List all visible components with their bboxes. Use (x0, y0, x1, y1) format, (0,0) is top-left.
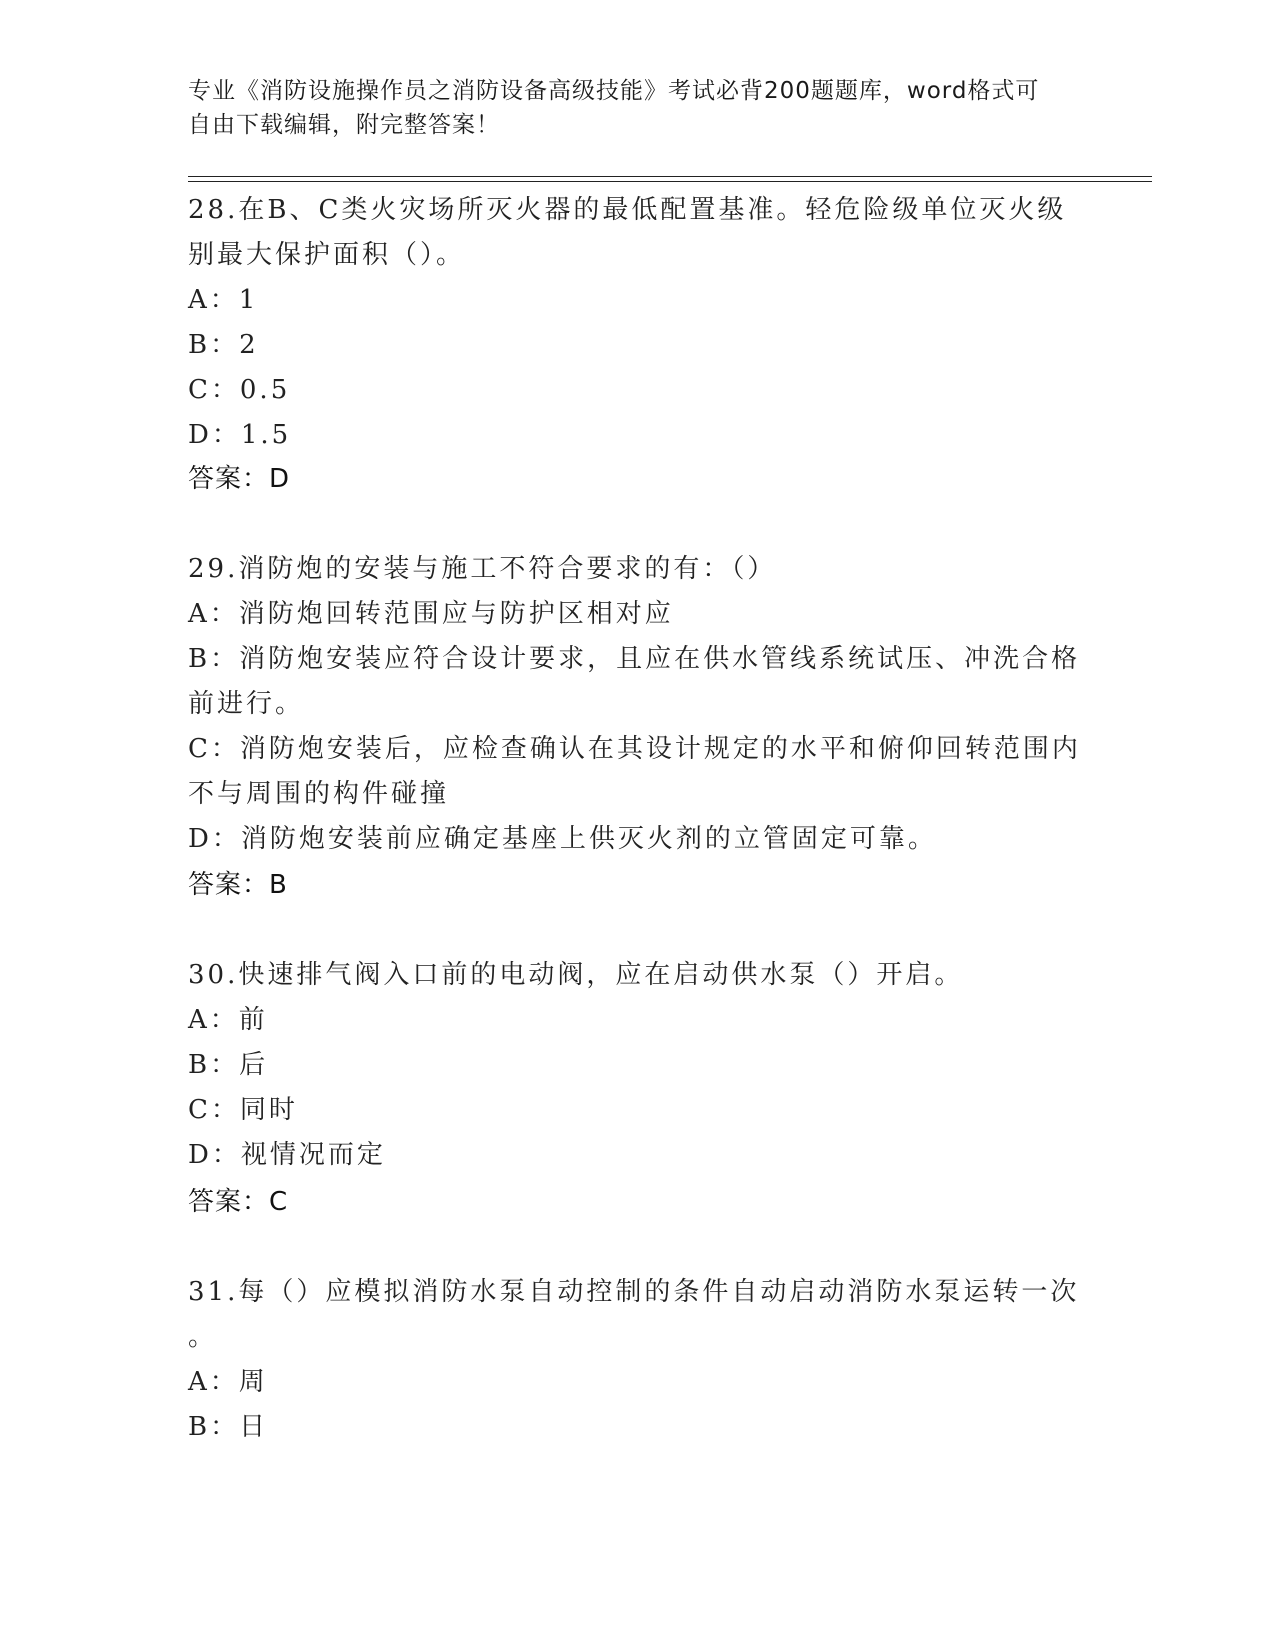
question-29-option-c-cont: 不与周围的构件碰撞 (188, 779, 450, 809)
question-30-option-d: D：视情况而定 (188, 1140, 386, 1170)
question-29-option-b-cont: 前进行。 (188, 689, 305, 719)
question-30-option-a: A：前 (188, 1005, 268, 1035)
question-28-option-b: B：2 (188, 330, 259, 360)
question-30-option-b: B：后 (188, 1050, 269, 1080)
question-29-option-c: C：消防炮安装后，应检查确认在其设计规定的水平和俯仰回转范围内 (188, 734, 1081, 764)
question-29-stem-1: 29.消防炮的安装与施工不符合要求的有：（） (188, 554, 777, 584)
question-28-option-c: C：0.5 (188, 375, 291, 405)
question-29-answer: 答案：B (188, 870, 288, 900)
question-29-option-d: D：消防炮安装前应确定基座上供灭火剂的立管固定可靠。 (188, 824, 937, 854)
question-31-option-b: B：日 (188, 1412, 269, 1442)
header-line-2: 自由下载编辑，附完整答案！ (188, 112, 500, 138)
question-28-answer: 答案：D (188, 464, 291, 494)
question-28-stem-1: 28.在B、C类火灾场所灭火器的最低配置基准。轻危险级单位灭火级 (188, 195, 1067, 225)
question-30-answer: 答案：C (188, 1187, 289, 1217)
question-28-option-a: A：1 (188, 285, 259, 315)
question-28-option-d: D：1.5 (188, 420, 292, 450)
question-31-option-a: A：周 (188, 1367, 268, 1397)
question-31-stem-2: 。 (188, 1322, 218, 1352)
question-31-stem-1: 31.每（）应模拟消防水泵自动控制的条件自动启动消防水泵运转一次 (188, 1277, 1080, 1307)
document-header (188, 74, 1088, 142)
question-29-option-a: A：消防炮回转范围应与防护区相对应 (188, 599, 674, 629)
question-30-stem-1: 30.快速排气阀入口前的电动阀，应在启动供水泵（）开启。 (188, 960, 964, 990)
question-29-option-b: B：消防炮安装应符合设计要求，且应在供水管线系统试压、冲洗合格 (188, 644, 1081, 674)
divider-bottom (188, 181, 1152, 182)
question-30-option-c: C：同时 (188, 1095, 298, 1125)
divider-top (188, 176, 1152, 177)
question-28-stem-2: 别最大保护面积（）。 (188, 240, 466, 270)
header-line-1: 专业《消防设施操作员之消防设备高级技能》考试必背200题题库，word格式可 (188, 78, 1040, 104)
